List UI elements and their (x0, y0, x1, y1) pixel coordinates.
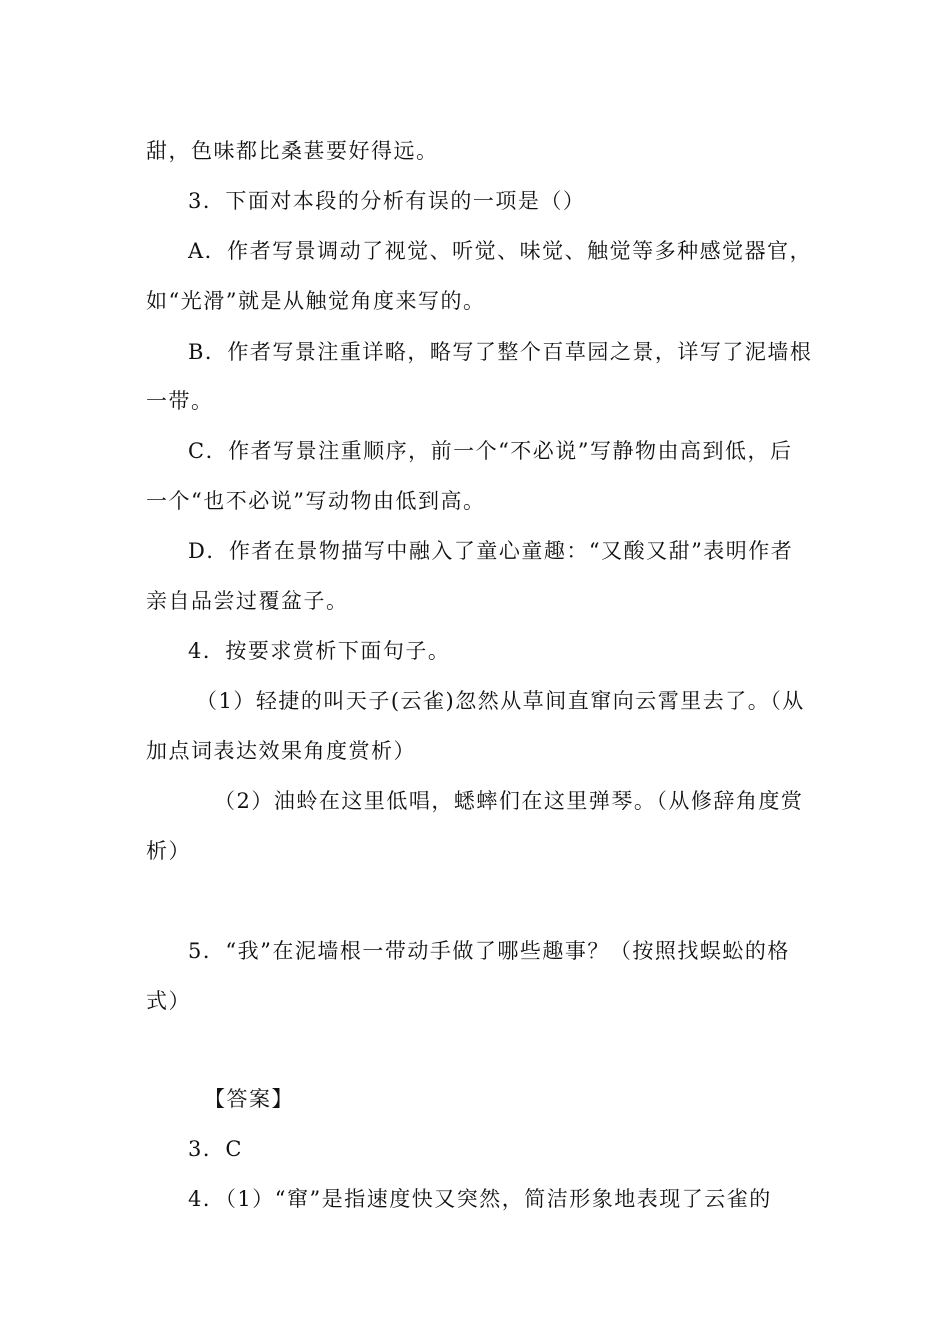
text-line-2: 3．下面对本段的分析有误的一项是（） (188, 189, 586, 213)
text-line-16: 5．“我”在泥墙根一带动手做了哪些趣事？（按照找蜈蚣的格 (188, 939, 790, 963)
text-line-15: 析） (146, 839, 191, 863)
text-line-4: 如“光滑”就是从触觉角度来写的。 (146, 289, 486, 313)
text-line-13: 加点词表达效果角度赏析） (146, 739, 416, 763)
text-line-10: 亲自品尝过覆盆子。 (146, 589, 349, 613)
answer-heading: 【答案】 (204, 1087, 294, 1111)
text-line-6: 一带。 (146, 389, 214, 413)
text-line-12: （1）轻捷的叫天子(云雀)忽然从草间直窜向云霄里去了。（从 (196, 689, 805, 713)
text-line-5: B．作者写景注重详略，略写了整个百草园之景，详写了泥墙根 (188, 340, 813, 364)
text-line-7: C．作者写景注重顺序，前一个“不必说”写静物由高到低，后 (188, 439, 793, 463)
text-line-20: 4．（1）“窜”是指速度快又突然，简洁形象地表现了云雀的 (188, 1187, 772, 1211)
text-line-17: 式） (146, 989, 191, 1013)
text-line-19: 3．C (188, 1137, 243, 1161)
text-line-11: 4．按要求赏析下面句子。 (188, 639, 451, 663)
text-line-8: 一个“也不必说”写动物由低到高。 (146, 489, 486, 513)
text-line-9: D．作者在景物描写中融入了童心童趣：“又酸又甜”表明作者 (188, 539, 794, 563)
text-line-3: A．作者写景调动了视觉、听觉、味觉、触觉等多种感觉器官， (188, 239, 813, 263)
text-line-1: 甜，色味都比桑葚要好得远。 (146, 139, 439, 163)
text-line-14: （2）油蛉在这里低唱，蟋蟀们在这里弹琴。（从修辞角度赏 (214, 789, 804, 813)
